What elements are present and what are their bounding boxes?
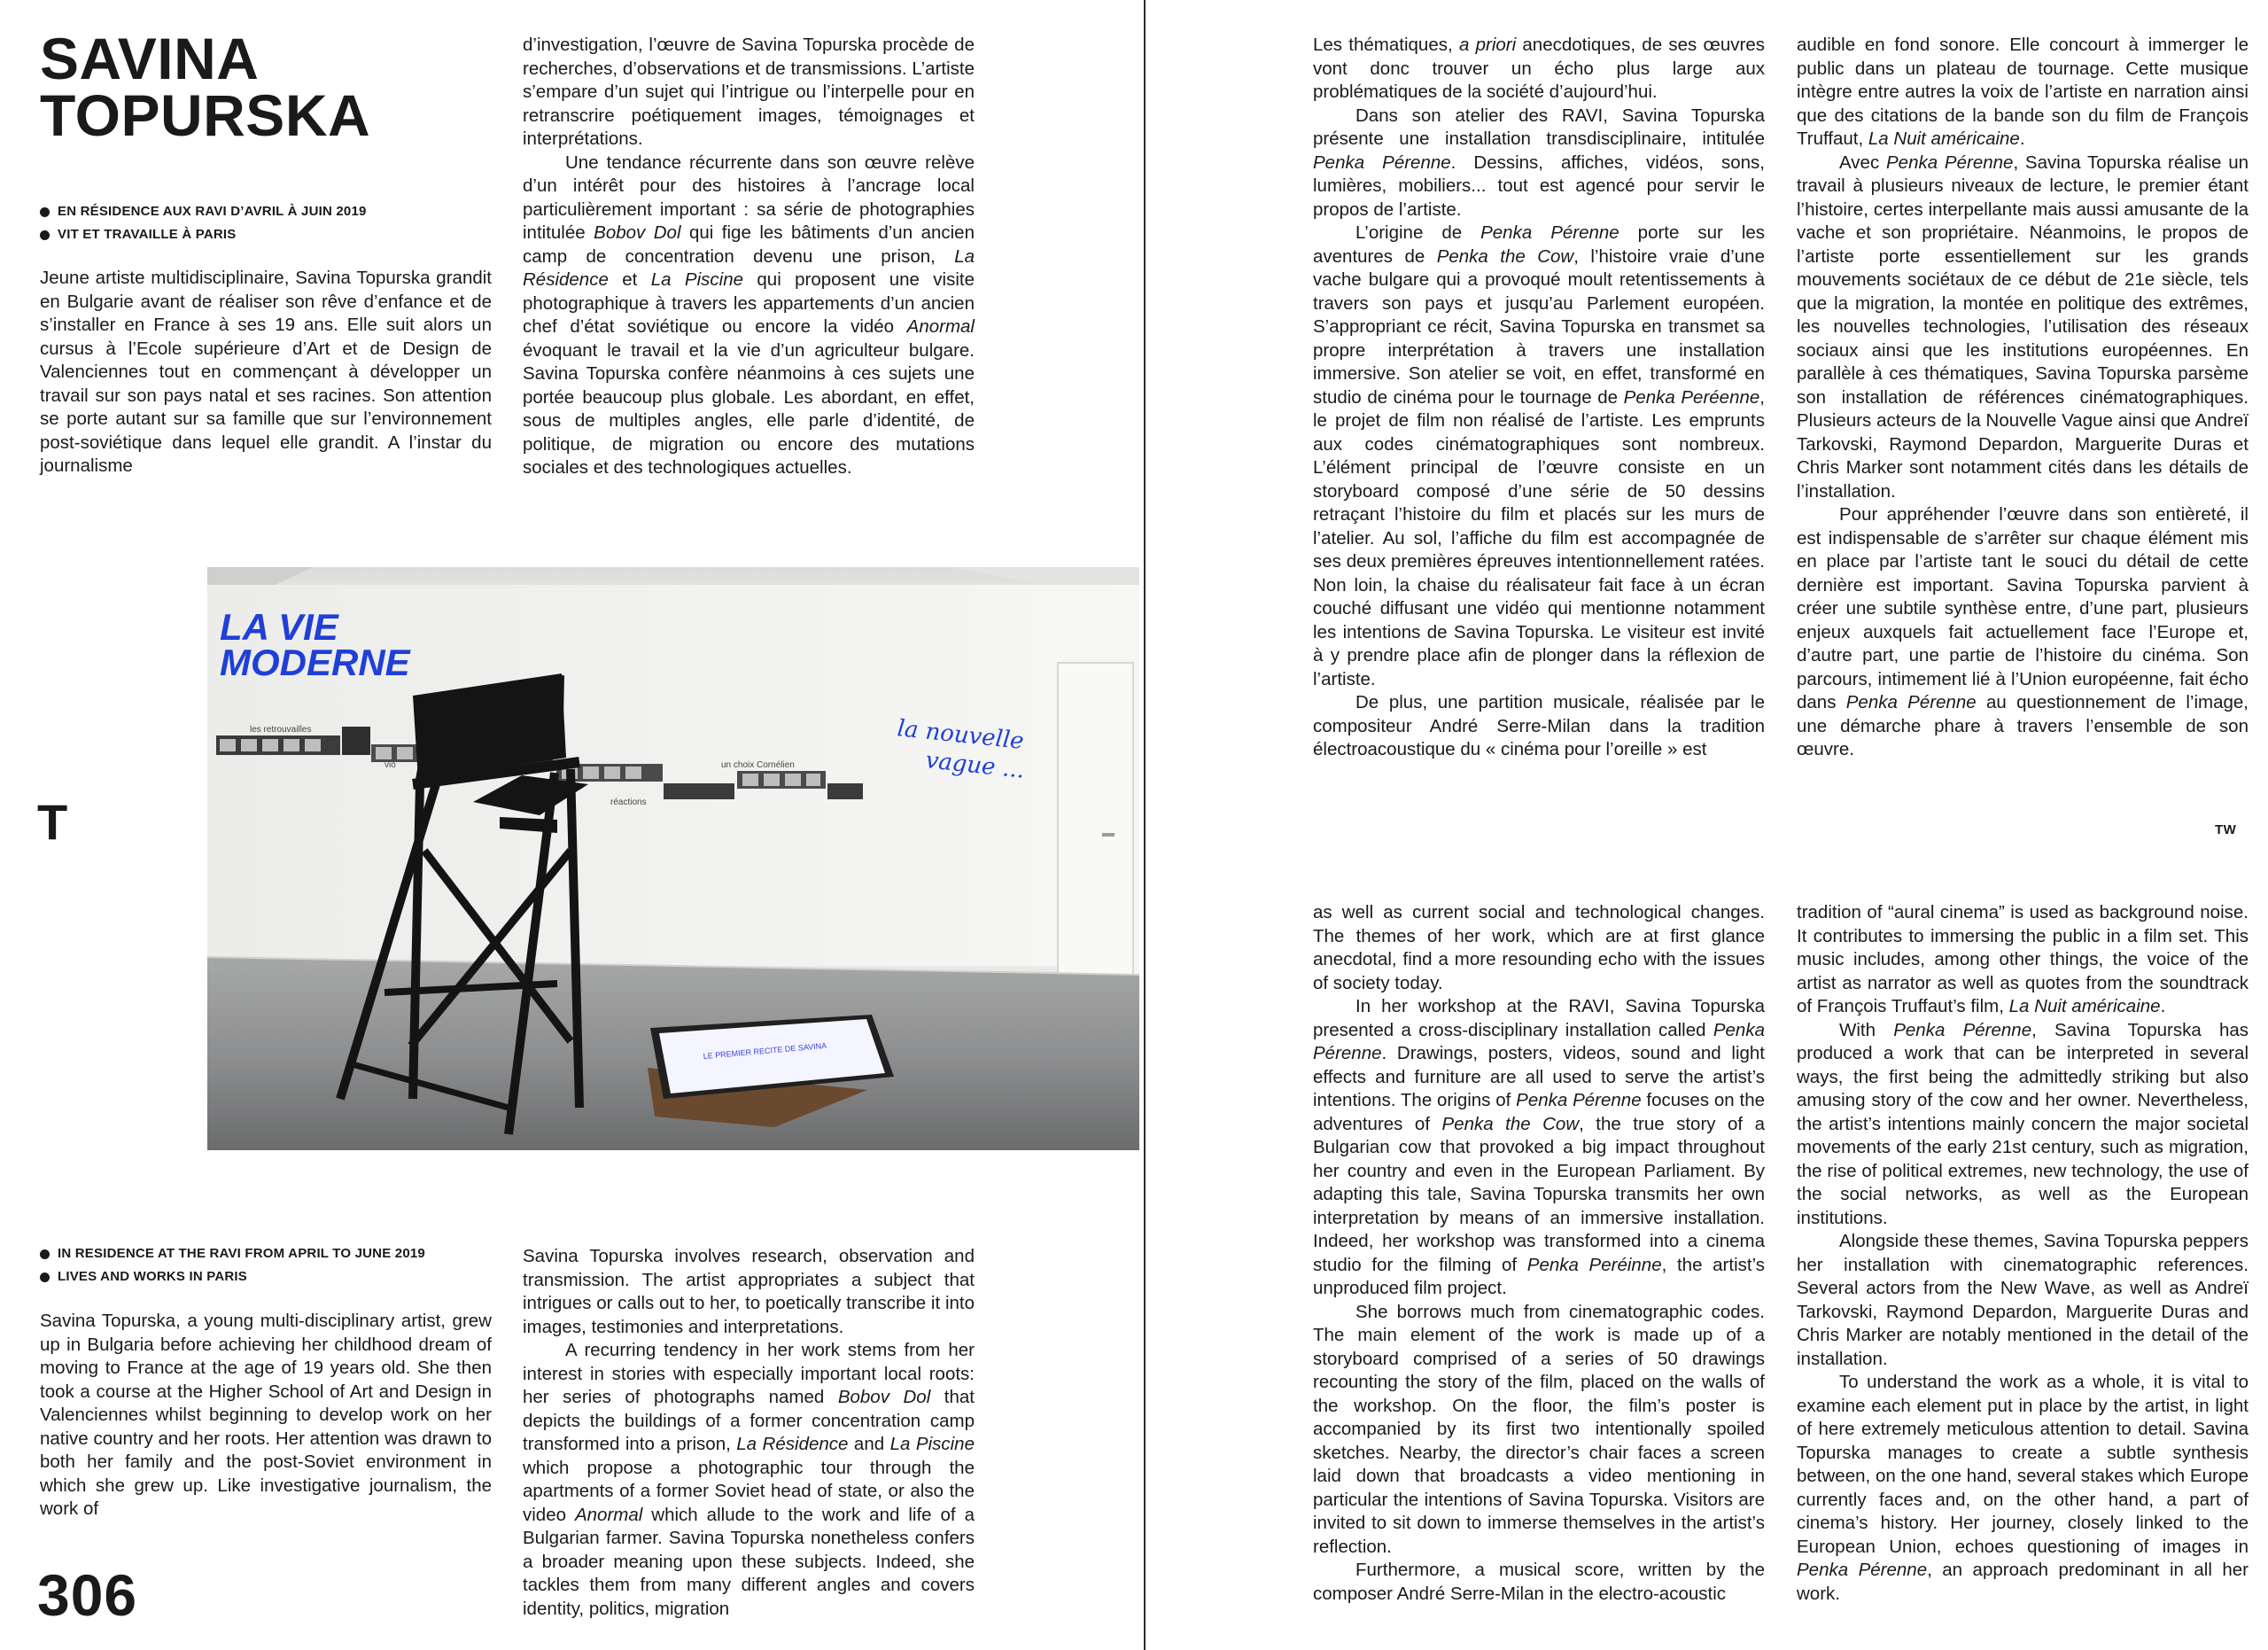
paragraph	[1797, 1371, 2249, 1606]
paragraph	[1313, 222, 1765, 691]
paragraph	[1797, 152, 2249, 504]
lives-works-fr: VIT ET TRAVAILLE À PARIS	[40, 223, 367, 246]
italic-title: Penka Pérenne	[1886, 152, 2014, 173]
text-run: audible en fond sonore. Elle concourt à immerger le public dans un plateau de tournage. Cette musique intègre entre autres la voix de l’artiste en narration ainsi que des citations de la bande son du film de François Truffaut,	[1797, 35, 2249, 149]
text-fr-column-1	[40, 267, 492, 479]
paragraph	[1797, 34, 2249, 152]
text-run: , le projet de film non réalisé de l’artiste. Les emprunts aux codes cinématographiques sont nombreux. L’élément principal de l’œuvre consiste en un storyboard composé d’une série de 50 dessins retraçant l’histoire du film et placés sur les murs de l’atelier. Au sol, l’affiche du film est accompagnée de ses deux premières épreuves intentionnellement ratées. Non loin, la chaise du réalisateur fait face à un écran couché diffusant une vidéo qui mentionne notamment les intentions de Savina Topurska. Le visiteur est invité à y prendre place afin de plonger dans la réflexion de l’artiste.	[1313, 386, 1765, 689]
residence-info-fr	[40, 200, 367, 246]
italic-title: Penka Pérenne	[1480, 222, 1619, 243]
text-run: Jeune artiste multidisciplinaire, Savina Topurska grandit en Bulgarie avant de réaliser son rêve d’enfance et de s’installer en France à ses 19 ans. Elle suit alors un cursus à l’Ecole supérieure d’Art et de Design de Valenciennes tout en commençant à développer un travail sur son pays natal et ses racines. Son attention se porte autant sur sa famille que sur l’environnement post-soviétique dans lequel elle grandit. A l’instar du journalisme	[40, 268, 492, 476]
text-run: She borrows much from cinematographic codes. The main element of the work is made up of a storyboard comprised of a series of 50 drawings recounting the story of the film, placed on the walls of the workshop. On the floor, the film’s poster is accompanied by its first two intentionally spoiled sketches. Nearby, the director’s chair faces a screen laid down that broadcasts a video mentioning in particular the intentions of Savina Topurska. Visitors are invited to sit down to immerse themselves in the artist’s reflection.	[1313, 1301, 1765, 1557]
text-run: which allude to the work and life of a Bulgarian farmer. Savina Topurska nonetheless confers a broader meaning upon these subjects. Indeed, she tackles them from many different angles and covers identity, politics, migration	[523, 1504, 975, 1619]
text-run: .	[2160, 996, 2166, 1016]
italic-title: Penka Peréinne	[1526, 1254, 1662, 1275]
italic-title: La Nuit américaine	[2008, 996, 2161, 1016]
text-run: L’origine de	[1355, 222, 1481, 243]
italic-title: La Piscine	[650, 269, 744, 290]
section-letter: T	[37, 794, 68, 850]
title-line-2: TOPURSKA	[40, 82, 371, 148]
text-run: Furthermore, a musical score, written by the composer André Serre-Milan in the electro-acoustic	[1313, 1560, 1765, 1604]
paragraph	[1313, 34, 1765, 105]
text-run: évoquant le travail et la vie d’un agriculteur bulgare. Savina Topurska confère néanmoins à ces sujets une portée beaucoup plus globale. Les abordant, en effet, sous de multiples angles, elle parle d’identité, de politique, de migration ou encore des mutations sociales et des technologiques actuelles.	[523, 339, 975, 478]
italic-title: Penka the Cow	[1436, 245, 1574, 267]
text-run: , the true story of a Bulgarian cow that provoked a big impact throughout her country and even in the European Parliament. By adapting this tale, Savina Topurska transmits her own interpretation by means of an immersive installation. Indeed, her workshop was transformed into a cinema studio for the filming of	[1313, 1113, 1766, 1275]
residence-info-en	[40, 1242, 425, 1288]
paragraph	[1313, 105, 1765, 222]
text-run: Alongside these themes, Savina Topurska peppers her installation with cinematographic references. Several actors from the New Wave, as well as Andreï Tarkovski, Raymond Depardon, Marguerite Duras and Chris Marker are notably mentioned in the detail of the installation.	[1797, 1231, 2249, 1369]
text-run: d’investigation, l’œuvre de Savina Topurska procède de recherches, d’observations et de transmissions. L’artiste s’empare d’un sujet qui l’intrigue ou l’interpelle pour en retranscrire poétiquement images, témoignages et interprétations.	[523, 35, 975, 149]
text-run: To understand the work as a whole, it is vital to examine each element put in place by the artist, in light of here extremely meticulous attention to detail. Savina Topurska manages to create a subtle synthesis between, on the one hand, several stakes which Europe currently faces and, on the other hand, a part of cinema’s history. Her journey, closely linked to the European Union, echoes questioning of images in	[1797, 1372, 2249, 1557]
text-run: qui fige les bâtiments d’un ancien camp de concentration devenu une prison,	[523, 222, 975, 267]
italic-title: Penka Pérenne	[1797, 1560, 1928, 1580]
text-run: and	[848, 1434, 890, 1454]
text-run: Savina Topurska involves research, observation and transmission. The artist appropriates a subject that intrigues or calls out to her, to poetically transcribe it into images, testimonies and interpretations.	[523, 1246, 975, 1337]
residence-dates-en: IN RESIDENCE AT THE RAVI FROM APRIL TO JUNE 2019	[40, 1242, 425, 1265]
page-number: 306	[37, 1562, 138, 1628]
italic-title: La Nuit américaine	[1868, 128, 2020, 149]
italic-title: Penka the Cow	[1441, 1113, 1580, 1134]
screen-text: LE PREMIER RECITE DE SAVINA	[703, 1040, 827, 1061]
italic-title: La Piscine	[889, 1434, 975, 1454]
text-fr-column-4	[1797, 34, 2249, 762]
text-run: Une tendance récurrente dans son œuvre relève d’un intérêt pour des histoires à l’ancrage local particulièrement important : sa série de photographies intitulée	[523, 152, 975, 243]
text-run: qui proposent une visite photographique à travers les appartements d’un ancien chef d’état soviétique ou encore la vidéo	[523, 269, 975, 337]
italic-title: La Résidence	[523, 245, 975, 290]
text-run: .	[2019, 128, 2025, 149]
text-run: Les thématiques,	[1313, 35, 1459, 55]
text-run: , the artist’s unproduced film project.	[1313, 1254, 1765, 1298]
paragraph	[1797, 1230, 2249, 1371]
text-run: , an approach predominant in all her work.	[1797, 1560, 2249, 1604]
text-run: et	[608, 269, 651, 290]
paragraph	[40, 267, 492, 479]
page-gutter	[1144, 0, 1146, 1650]
italic-title: La Résidence	[736, 1434, 849, 1454]
caption-choix-cornelien: un choix Cornélien	[721, 760, 795, 770]
text-run: , Savina Topurska réalise un travail à plusieurs niveaux de lecture, le premier étant l’histoire, certes interpellante mais aussi amusante de la vache et son propriétaire. Néanmoins, le propos de l’artiste porte essentiellement sur les grands mouvements sociétaux de ce début de 21e siècle, tels que la migration, la montée en politique des extrêmes, les nouvelles technologies, l’utilisation des réseaux sociaux ainsi que les institutions européennes. En parallèle à ces thématiques, Savina Topurska parsème son installation de références cinématographiques. Plusieurs acteurs de la Nouvelle Vague ainsi que Andreï Tarkovski, Raymond Depardon, Marguerite Duras et Chris Marker sont notamment cités dans les détails de l’installation.	[1797, 152, 2249, 502]
text-run: porte sur les aventures de	[1313, 222, 1766, 267]
text-en-column-2	[523, 1245, 975, 1621]
paragraph	[523, 152, 975, 480]
italic-title: Penka Pérenne	[1845, 692, 1977, 712]
italic-title: Anormal	[906, 316, 975, 337]
paragraph	[523, 1245, 975, 1339]
author-initials: TW	[2215, 822, 2237, 837]
text-en-column-3	[1313, 901, 1765, 1606]
lives-works-en: LIVES AND WORKS IN PARIS	[40, 1265, 425, 1288]
italic-title: Anormal	[574, 1504, 643, 1525]
script-line-2: vague ...	[924, 747, 1026, 784]
paragraph	[1313, 1301, 1765, 1560]
italic-title: Penka Pérenne	[1516, 1090, 1642, 1110]
paragraph	[1797, 1019, 2249, 1231]
text-run: anecdotiques, de ses œuvres vont donc trouver un écho plus large aux problématiques de la société d’aujourd’hui.	[1313, 35, 1765, 102]
text-run: . Dessins, affiches, vidéos, sons, lumières, mobiliers... tout est agencé pour servir le propos de l’artiste.	[1313, 152, 1766, 220]
italic-title: Bobov Dol	[594, 222, 681, 243]
italic-title: Penka Pérenne	[1893, 1019, 2032, 1040]
text-run: as well as current social and technological changes. The themes of her work, which are at first glance anecdotal, find a more resounding echo with the issues of society today.	[1313, 902, 1765, 993]
paragraph	[1313, 995, 1765, 1301]
italic-title: Penka Pérenne	[1313, 152, 1451, 173]
text-en-column-4	[1797, 901, 2249, 1606]
italic-title: Penka Pérenne	[1313, 1019, 1765, 1063]
italic-title: a priori	[1458, 35, 1517, 55]
paragraph	[1797, 503, 2249, 762]
italic-title: Penka Peréenne	[1623, 386, 1760, 408]
text-fr-column-2	[523, 34, 975, 480]
caption-vio: vio	[384, 760, 396, 770]
residence-dates-fr: EN RÉSIDENCE AUX RAVI D’AVRIL À JUIN 2019	[40, 200, 367, 223]
caption-reactions: réactions	[610, 798, 647, 807]
text-run: tradition of “aural cinema” is used as background noise. It contributes to immersing the public in a film set. This music includes, among other things, the voice of the artist as narrator as well as quotes from the soundtrack of François Truffaut’s film,	[1797, 902, 2249, 1016]
caption-retrouvailles: les retrouvailles	[250, 725, 312, 735]
italic-title: Bobov Dol	[837, 1387, 931, 1407]
text-en-column-1	[40, 1310, 492, 1522]
paragraph	[1797, 901, 2249, 1019]
text-run: au questionnement de l’image, une démarche phare à travers l’ensemble de son œuvre.	[1797, 692, 2249, 759]
wall-title-line-2: MODERNE	[220, 642, 410, 683]
text-run: In her workshop at the RAVI, Savina Topurska presented a cross-disciplinary installation called	[1313, 996, 1765, 1040]
installation-photo	[207, 567, 1139, 1150]
text-run: , l’histoire vraie d’une vache bulgare qui a provoqué moult retentissements à travers son pays et jusqu’au Parlement européen. S’appropriant ce récit, Savina Topurska en transmet sa propre interprétation à travers une installation immersive. Son atelier se voit, en effet, transformé en studio de cinéma pour le tournage de	[1313, 245, 1765, 408]
text-run: Dans son atelier des RAVI, Savina Topurska présente une installation transdisciplinaire, intitulée	[1313, 105, 1765, 149]
text-run: Savina Topurska, a young multi-disciplinary artist, grew up in Bulgaria before achieving her childhood dream of moving to France at the age of 19 years old. She then took a course at the Higher School of Art and Design in Valenciennes whilst beginning to develop work on her native country and her roots. Her attention was drawn to both her family and the post-Soviet environment in which she grew up. Like investigative journalism, the work of	[40, 1311, 492, 1519]
paragraph	[523, 1339, 975, 1621]
artist-name-title	[40, 26, 371, 148]
wall-title-line-1: LA VIE	[220, 606, 338, 648]
paragraph	[1313, 1559, 1765, 1606]
paragraph	[1313, 691, 1765, 762]
script-line-1: la nouvelle	[896, 715, 1025, 755]
paragraph	[523, 34, 975, 152]
text-run: Pour appréhender l’œuvre dans son entièreté, il est indispensable de s’arrêter sur chaque élément mis en place par l’artiste tant le souci du détail de cette dernière est important. Savina Topurska parvient à créer une subtile synthèse entre, d’une part, plusieurs enjeux auxquels fait actuellement face l’Europe et, d’autre part, une partie de l’histoire du cinéma. Son parcours, intimement lié à l’Union européenne, fait écho dans	[1797, 504, 2249, 712]
title-line-1: SAVINA	[40, 26, 260, 91]
text-run: which propose a photographic tour through the apartments of a former Soviet head of state, or also the video	[523, 1457, 975, 1525]
text-run: that depicts the buildings of a former concentration camp transformed into a prison,	[523, 1387, 975, 1454]
text-run: A recurring tendency in her work stems from her interest in stories with especially important local roots: her series of photographs named	[523, 1340, 975, 1407]
text-fr-column-3	[1313, 34, 1765, 762]
text-run: . Drawings, posters, videos, sound and light effects and furniture are all used to serve the artist’s intentions. The origins of	[1313, 1043, 1765, 1110]
text-run: focuses on the adventures of	[1313, 1090, 1765, 1134]
text-run: Avec	[1839, 152, 1886, 173]
paragraph	[40, 1310, 492, 1522]
text-run: De plus, une partition musicale, réalisée par le compositeur André Serre-Milan dans la tradition électroacoustique du « cinéma pour l’oreille » est	[1313, 692, 1765, 759]
text-run: , Savina Topurska has produced a work that can be interpreted in several ways, the first being the admittedly striking but also amusing story of the cow and her owner. Nevertheless, the artist’s intentions mainly concern the major societal movements of the early 21st century, such as migration, the rise of political extremes, new technology, the use of the social networks, as well as the European institutions.	[1797, 1019, 2249, 1228]
text-run: With	[1839, 1019, 1894, 1040]
paragraph	[1313, 901, 1765, 995]
